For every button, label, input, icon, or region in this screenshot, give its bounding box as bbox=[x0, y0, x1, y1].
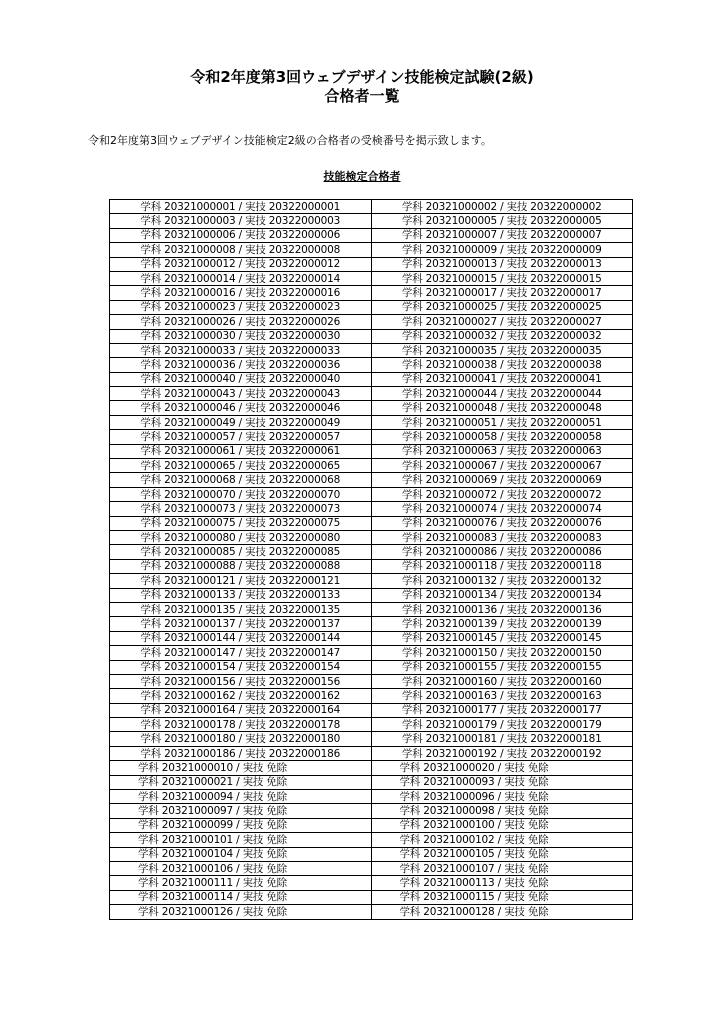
passers-table bbox=[109, 199, 633, 920]
table-row bbox=[110, 660, 633, 674]
right-cell: 学科 20321000139 / 実技 20322000139 bbox=[371, 617, 633, 631]
table-row bbox=[110, 818, 633, 832]
right-cell: 学科 20321000072 / 実技 20322000072 bbox=[371, 487, 633, 501]
left-cell: 学科 20321000057 / 実技 20322000057 bbox=[110, 430, 372, 444]
left-cell: 学科 20321000114 / 実技 免除 bbox=[110, 890, 372, 904]
table-row bbox=[110, 228, 633, 242]
passers-table-body bbox=[110, 200, 633, 920]
right-cell: 学科 20321000155 / 実技 20322000155 bbox=[371, 660, 633, 674]
document-title: 令和2年度第3回ウェブデザイン技能検定試験(2級) bbox=[190, 68, 534, 86]
left-cell: 学科 20321000026 / 実技 20322000026 bbox=[110, 315, 372, 329]
table-row bbox=[110, 315, 633, 329]
left-cell: 学科 20321000137 / 実技 20322000137 bbox=[110, 617, 372, 631]
right-cell: 学科 20321000027 / 実技 20322000027 bbox=[371, 315, 633, 329]
left-cell: 学科 20321000075 / 実技 20322000075 bbox=[110, 516, 372, 530]
right-cell: 学科 20321000063 / 実技 20322000063 bbox=[371, 444, 633, 458]
right-cell: 学科 20321000134 / 実技 20322000134 bbox=[371, 588, 633, 602]
left-cell: 学科 20321000164 / 実技 20322000164 bbox=[110, 703, 372, 717]
right-cell: 学科 20321000177 / 実技 20322000177 bbox=[371, 703, 633, 717]
left-cell: 学科 20321000014 / 実技 20322000014 bbox=[110, 271, 372, 285]
right-cell: 学科 20321000009 / 実技 20322000009 bbox=[371, 243, 633, 257]
table-row bbox=[110, 545, 633, 559]
left-cell: 学科 20321000106 / 実技 免除 bbox=[110, 861, 372, 875]
left-cell: 学科 20321000135 / 実技 20322000135 bbox=[110, 602, 372, 616]
left-cell: 学科 20321000010 / 実技 免除 bbox=[110, 761, 372, 775]
left-cell: 学科 20321000023 / 実技 20322000023 bbox=[110, 300, 372, 314]
left-cell: 学科 20321000065 / 実技 20322000065 bbox=[110, 459, 372, 473]
right-cell: 学科 20321000032 / 実技 20322000032 bbox=[371, 329, 633, 343]
right-cell: 学科 20321000074 / 実技 20322000074 bbox=[371, 502, 633, 516]
section-title: 技能検定合格者 bbox=[323, 170, 401, 183]
left-cell: 学科 20321000104 / 実技 免除 bbox=[110, 847, 372, 861]
left-cell: 学科 20321000001 / 実技 20322000001 bbox=[110, 200, 372, 214]
left-cell: 学科 20321000030 / 実技 20322000030 bbox=[110, 329, 372, 343]
right-cell: 学科 20321000128 / 実技 免除 bbox=[371, 905, 633, 919]
table-row bbox=[110, 430, 633, 444]
table-row bbox=[110, 559, 633, 573]
right-cell: 学科 20321000076 / 実技 20322000076 bbox=[371, 516, 633, 530]
right-cell: 学科 20321000100 / 実技 免除 bbox=[371, 818, 633, 832]
table-row bbox=[110, 257, 633, 271]
table-row bbox=[110, 300, 633, 314]
right-cell: 学科 20321000163 / 実技 20322000163 bbox=[371, 689, 633, 703]
left-cell: 学科 20321000133 / 実技 20322000133 bbox=[110, 588, 372, 602]
right-cell: 学科 20321000179 / 実技 20322000179 bbox=[371, 718, 633, 732]
left-cell: 学科 20321000156 / 実技 20322000156 bbox=[110, 674, 372, 688]
left-cell: 学科 20321000147 / 実技 20322000147 bbox=[110, 646, 372, 660]
left-cell: 学科 20321000097 / 実技 免除 bbox=[110, 804, 372, 818]
left-cell: 学科 20321000080 / 実技 20322000080 bbox=[110, 530, 372, 544]
right-cell: 学科 20321000025 / 実技 20322000025 bbox=[371, 300, 633, 314]
intro-text: 令和2年度第3回ウェブデザイン技能検定2級の合格者の受検番号を掲示致します。 bbox=[88, 134, 492, 147]
left-cell: 学科 20321000162 / 実技 20322000162 bbox=[110, 689, 372, 703]
table-row bbox=[110, 415, 633, 429]
right-cell: 学科 20321000044 / 実技 20322000044 bbox=[371, 387, 633, 401]
left-cell: 学科 20321000008 / 実技 20322000008 bbox=[110, 243, 372, 257]
right-cell: 学科 20321000069 / 実技 20322000069 bbox=[371, 473, 633, 487]
table-row bbox=[110, 617, 633, 631]
table-row bbox=[110, 271, 633, 285]
left-cell: 学科 20321000180 / 実技 20322000180 bbox=[110, 732, 372, 746]
table-row bbox=[110, 905, 633, 919]
right-cell: 学科 20321000083 / 実技 20322000083 bbox=[371, 530, 633, 544]
right-cell: 学科 20321000007 / 実技 20322000007 bbox=[371, 228, 633, 242]
table-row bbox=[110, 732, 633, 746]
left-cell: 学科 20321000178 / 実技 20322000178 bbox=[110, 718, 372, 732]
left-cell: 学科 20321000121 / 実技 20322000121 bbox=[110, 574, 372, 588]
left-cell: 学科 20321000006 / 実技 20322000006 bbox=[110, 228, 372, 242]
left-cell: 学科 20321000085 / 実技 20322000085 bbox=[110, 545, 372, 559]
table-row bbox=[110, 444, 633, 458]
left-cell: 学科 20321000049 / 実技 20322000049 bbox=[110, 415, 372, 429]
table-row bbox=[110, 387, 633, 401]
left-cell: 学科 20321000111 / 実技 免除 bbox=[110, 876, 372, 890]
right-cell: 学科 20321000118 / 実技 20322000118 bbox=[371, 559, 633, 573]
left-cell: 学科 20321000099 / 実技 免除 bbox=[110, 818, 372, 832]
table-row bbox=[110, 574, 633, 588]
left-cell: 学科 20321000088 / 実技 20322000088 bbox=[110, 559, 372, 573]
right-cell: 学科 20321000150 / 実技 20322000150 bbox=[371, 646, 633, 660]
table-row bbox=[110, 516, 633, 530]
table-row bbox=[110, 343, 633, 357]
table-row bbox=[110, 502, 633, 516]
right-cell: 学科 20321000181 / 実技 20322000181 bbox=[371, 732, 633, 746]
table-row bbox=[110, 588, 633, 602]
table-row bbox=[110, 861, 633, 875]
right-cell: 学科 20321000067 / 実技 20322000067 bbox=[371, 459, 633, 473]
table-row bbox=[110, 459, 633, 473]
left-cell: 学科 20321000144 / 実技 20322000144 bbox=[110, 631, 372, 645]
right-cell: 学科 20321000086 / 実技 20322000086 bbox=[371, 545, 633, 559]
table-row bbox=[110, 790, 633, 804]
left-cell: 学科 20321000094 / 実技 免除 bbox=[110, 790, 372, 804]
table-row bbox=[110, 718, 633, 732]
table-row bbox=[110, 703, 633, 717]
right-cell: 学科 20321000013 / 実技 20322000013 bbox=[371, 257, 633, 271]
table-row bbox=[110, 674, 633, 688]
left-cell: 学科 20321000046 / 実技 20322000046 bbox=[110, 401, 372, 415]
table-row bbox=[110, 243, 633, 257]
right-cell: 学科 20321000145 / 実技 20322000145 bbox=[371, 631, 633, 645]
left-cell: 学科 20321000070 / 実技 20322000070 bbox=[110, 487, 372, 501]
table-row bbox=[110, 876, 633, 890]
table-row bbox=[110, 286, 633, 300]
left-cell: 学科 20321000033 / 実技 20322000033 bbox=[110, 343, 372, 357]
right-cell: 学科 20321000038 / 実技 20322000038 bbox=[371, 358, 633, 372]
left-cell: 学科 20321000101 / 実技 免除 bbox=[110, 833, 372, 847]
table-row bbox=[110, 372, 633, 386]
right-cell: 学科 20321000105 / 実技 免除 bbox=[371, 847, 633, 861]
table-row bbox=[110, 602, 633, 616]
right-cell: 学科 20321000020 / 実技 免除 bbox=[371, 761, 633, 775]
right-cell: 学科 20321000002 / 実技 20322000002 bbox=[371, 200, 633, 214]
left-cell: 学科 20321000186 / 実技 20322000186 bbox=[110, 746, 372, 760]
left-cell: 学科 20321000040 / 実技 20322000040 bbox=[110, 372, 372, 386]
table-row bbox=[110, 689, 633, 703]
left-cell: 学科 20321000073 / 実技 20322000073 bbox=[110, 502, 372, 516]
right-cell: 学科 20321000192 / 実技 20322000192 bbox=[371, 746, 633, 760]
table-row bbox=[110, 646, 633, 660]
table-row bbox=[110, 804, 633, 818]
right-cell: 学科 20321000132 / 実技 20322000132 bbox=[371, 574, 633, 588]
right-cell: 学科 20321000136 / 実技 20322000136 bbox=[371, 602, 633, 616]
right-cell: 学科 20321000015 / 実技 20322000015 bbox=[371, 271, 633, 285]
right-cell: 学科 20321000058 / 実技 20322000058 bbox=[371, 430, 633, 444]
right-cell: 学科 20321000098 / 実技 免除 bbox=[371, 804, 633, 818]
table-row bbox=[110, 473, 633, 487]
table-row bbox=[110, 329, 633, 343]
table-row bbox=[110, 761, 633, 775]
table-row bbox=[110, 775, 633, 789]
table-row bbox=[110, 214, 633, 228]
left-cell: 学科 20321000012 / 実技 20322000012 bbox=[110, 257, 372, 271]
left-cell: 学科 20321000154 / 実技 20322000154 bbox=[110, 660, 372, 674]
table-row bbox=[110, 401, 633, 415]
document-subtitle: 合格者一覧 bbox=[324, 87, 400, 105]
table-row bbox=[110, 487, 633, 501]
table-row bbox=[110, 358, 633, 372]
table-row bbox=[110, 833, 633, 847]
table-row bbox=[110, 530, 633, 544]
table-row bbox=[110, 200, 633, 214]
right-cell: 学科 20321000115 / 実技 免除 bbox=[371, 890, 633, 904]
right-cell: 学科 20321000035 / 実技 20322000035 bbox=[371, 343, 633, 357]
right-cell: 学科 20321000051 / 実技 20322000051 bbox=[371, 415, 633, 429]
left-cell: 学科 20321000061 / 実技 20322000061 bbox=[110, 444, 372, 458]
right-cell: 学科 20321000113 / 実技 免除 bbox=[371, 876, 633, 890]
left-cell: 学科 20321000021 / 実技 免除 bbox=[110, 775, 372, 789]
right-cell: 学科 20321000041 / 実技 20322000041 bbox=[371, 372, 633, 386]
left-cell: 学科 20321000068 / 実技 20322000068 bbox=[110, 473, 372, 487]
table-row bbox=[110, 631, 633, 645]
table-row bbox=[110, 746, 633, 760]
right-cell: 学科 20321000096 / 実技 免除 bbox=[371, 790, 633, 804]
left-cell: 学科 20321000003 / 実技 20322000003 bbox=[110, 214, 372, 228]
left-cell: 学科 20321000036 / 実技 20322000036 bbox=[110, 358, 372, 372]
right-cell: 学科 20321000093 / 実技 免除 bbox=[371, 775, 633, 789]
right-cell: 学科 20321000048 / 実技 20322000048 bbox=[371, 401, 633, 415]
table-row bbox=[110, 890, 633, 904]
right-cell: 学科 20321000102 / 実技 免除 bbox=[371, 833, 633, 847]
table-row bbox=[110, 847, 633, 861]
right-cell: 学科 20321000160 / 実技 20322000160 bbox=[371, 674, 633, 688]
left-cell: 学科 20321000126 / 実技 免除 bbox=[110, 905, 372, 919]
right-cell: 学科 20321000005 / 実技 20322000005 bbox=[371, 214, 633, 228]
right-cell: 学科 20321000017 / 実技 20322000017 bbox=[371, 286, 633, 300]
left-cell: 学科 20321000016 / 実技 20322000016 bbox=[110, 286, 372, 300]
left-cell: 学科 20321000043 / 実技 20322000043 bbox=[110, 387, 372, 401]
right-cell: 学科 20321000107 / 実技 免除 bbox=[371, 861, 633, 875]
